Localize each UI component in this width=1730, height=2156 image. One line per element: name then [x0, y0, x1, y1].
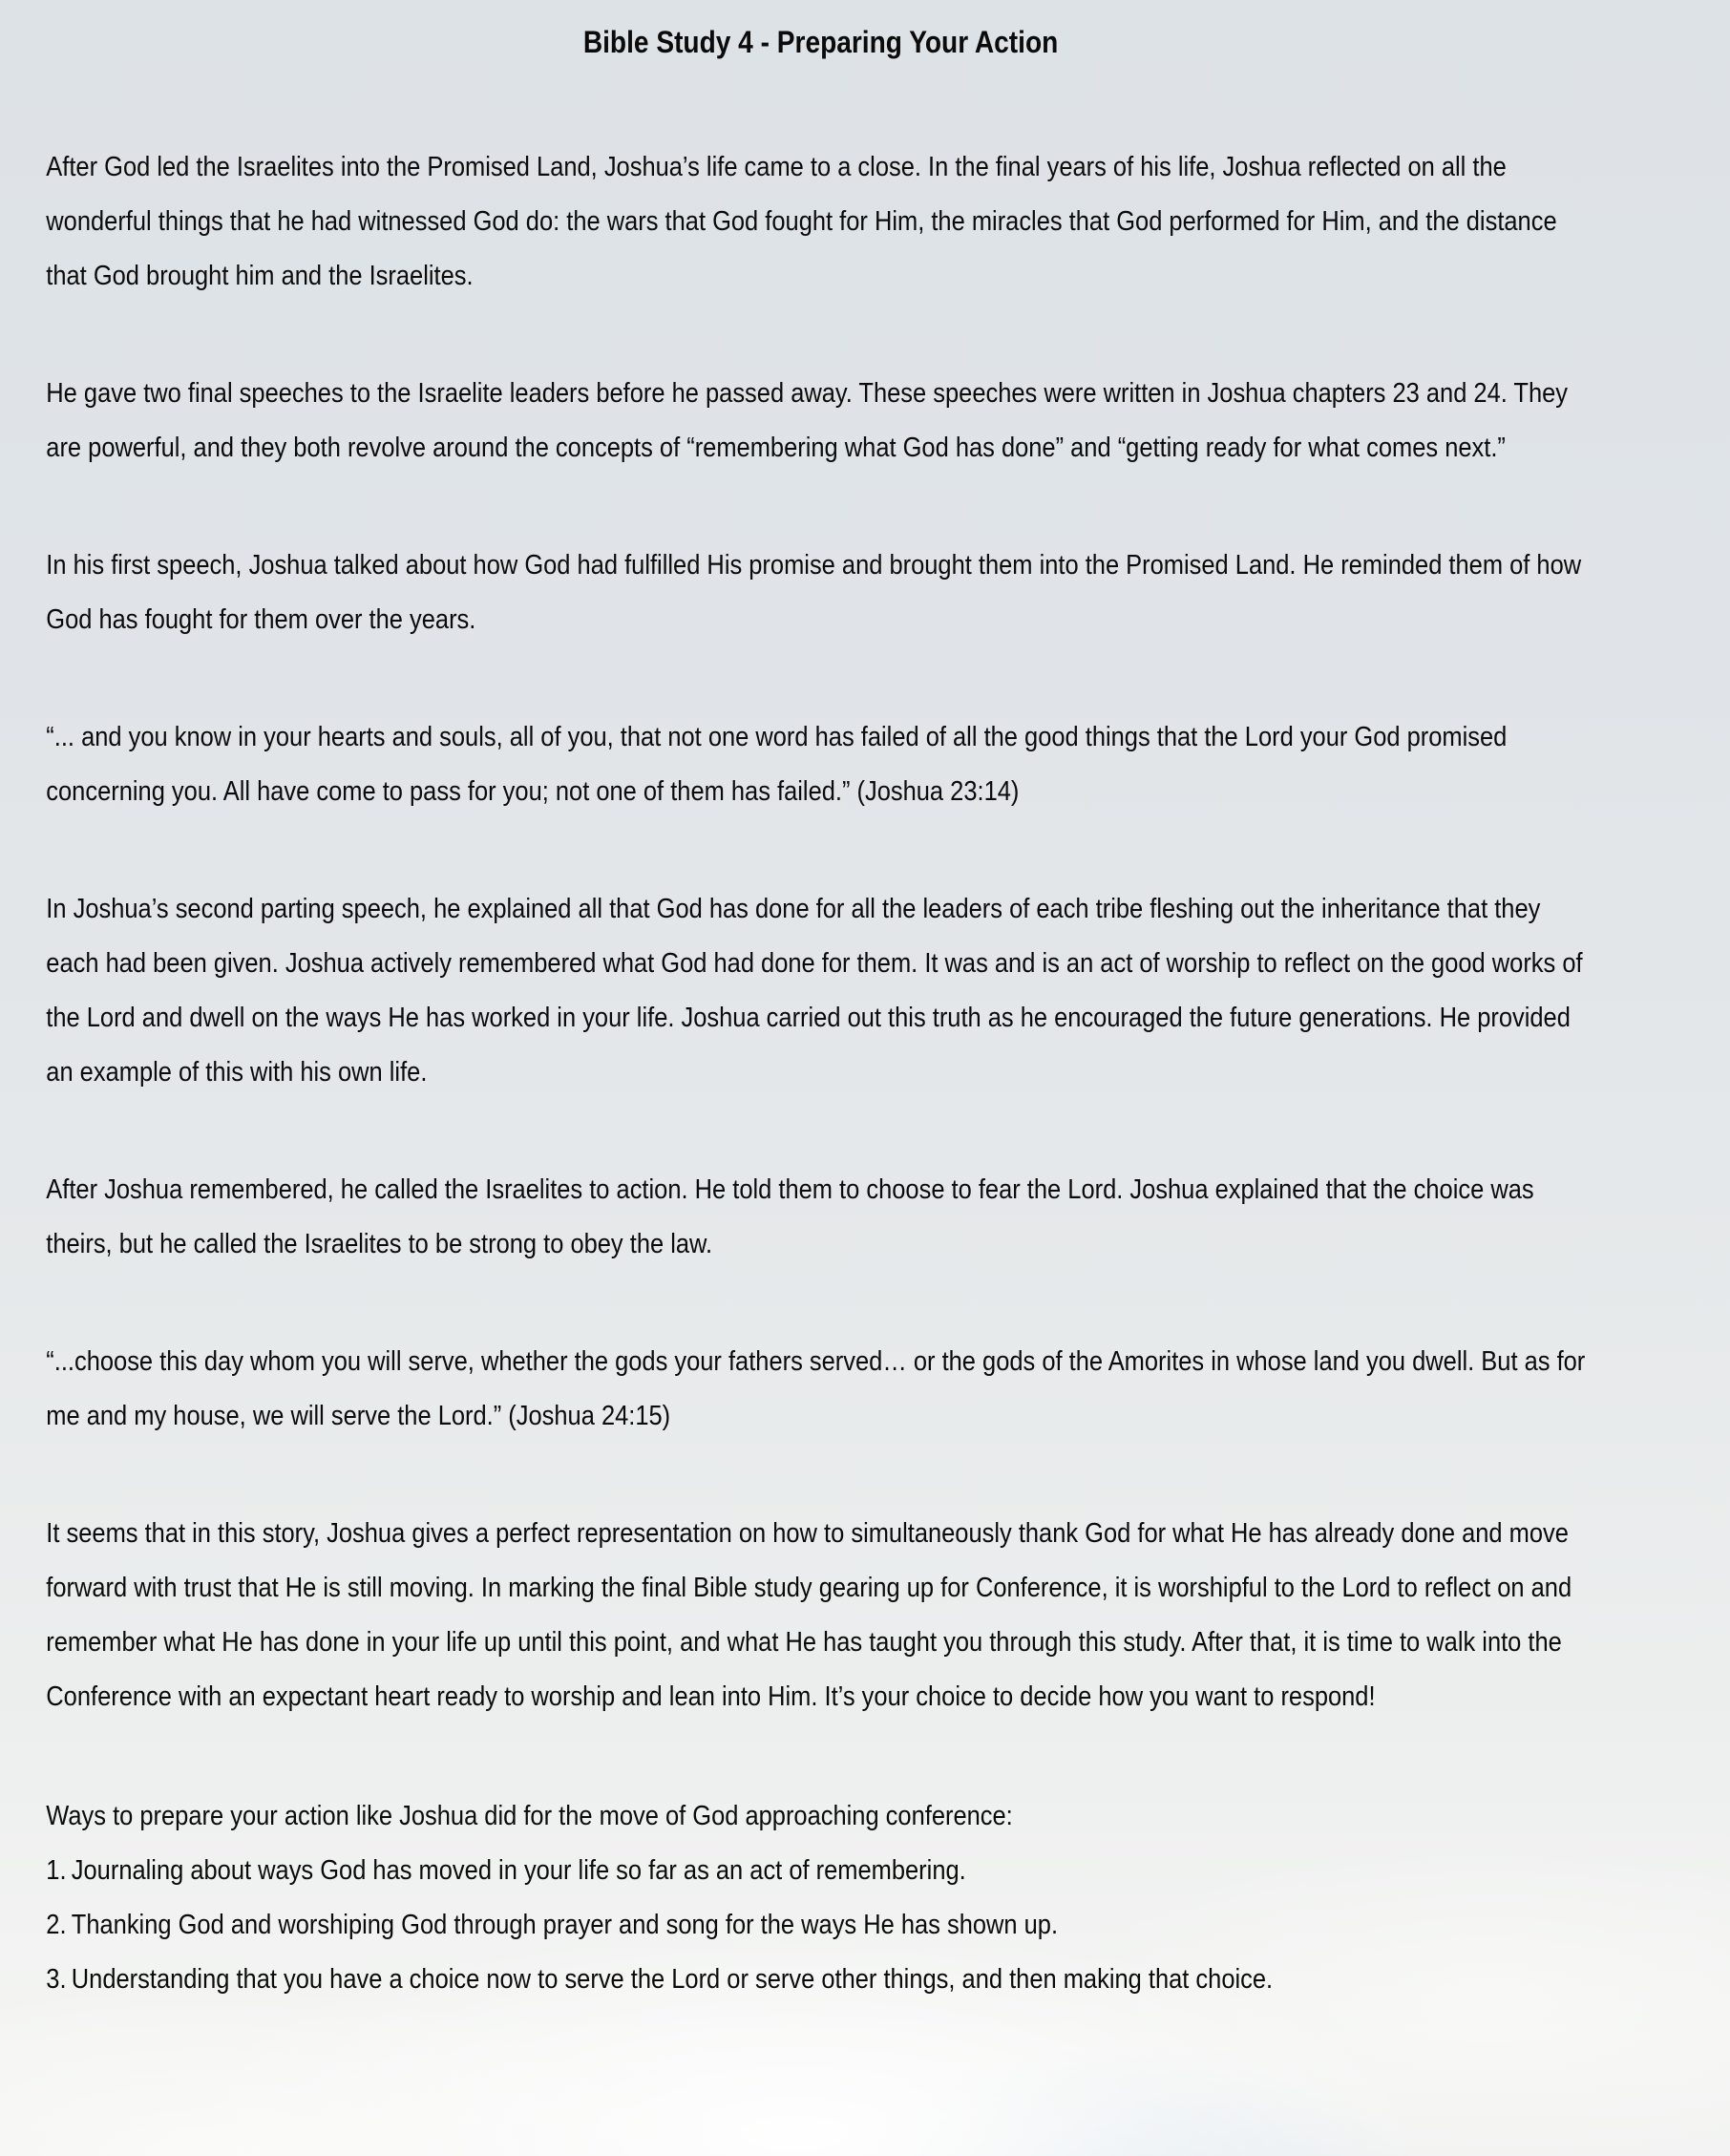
paragraph-second-parting-speech: In Joshua’s second parting speech, he explained all that God has done for all the leaders of each tribe fleshing out the inheritance that they each had been given. Joshua actively remembered what God had done for them. It was and is an act of worship to reflect on the good works of the Lord and dwell on the ways He has worked in your life. Joshua carried out this truth as he encouraged the future generations. He provided an example of this with his own life.	[46, 894, 1583, 1088]
list-item-text-3: Understanding that you have a choice now to serve the Lord or serve other things, and then making that choice.	[71, 1964, 1274, 1995]
ways-to-prepare-section	[46, 1789, 1595, 2007]
list-item-journaling	[46, 1844, 1595, 1898]
document-content	[0, 23, 1638, 2007]
ways-intro-line: Ways to prepare your action like Joshua did for the move of God approaching conference:	[46, 1801, 1013, 1831]
paragraph-conference-application: It seems that in this story, Joshua gives a perfect representation on how to simultaneously thank God for what He has already done and move forward with trust that He is still moving. In marking the final Bible study gearing up for Conference, it is worshipful to the Lord to reflect on and remember what He has done in your life up until this point, and what He has taught you through this study. After that, it is time to walk into the Conference with an expectant heart ready to worship and lean into Him. It’s your choice to decide how you want to respond!	[46, 1518, 1572, 1712]
scripture-quote-joshua-24-15: “...choose this day whom you will serve, whether the gods your fathers served… or the gods of the Amorites in whose land you dwell. But as for me and my house, we will serve the Lord.” (Joshua 24:15)	[46, 1346, 1586, 1431]
paragraph-two-final-speeches: He gave two final speeches to the Israelite leaders before he passed away. These speeches were written in Joshua chapters 23 and 24. They are powerful, and they both revolve around the concepts of “remembering what God has done” and “getting ready for what comes next.”	[46, 378, 1569, 463]
list-item-text-2: Thanking God and worshiping God through prayer and song for the ways He has shown up.	[71, 1910, 1059, 1940]
paragraph-called-to-action: After Joshua remembered, he called the Israelites to action. He told them to choose to fear the Lord. Joshua explained that the choice was theirs, but he called the Israelites to be strong to obey the law.	[46, 1174, 1534, 1259]
paragraph-intro-joshua-reflects: After God led the Israelites into the Promised Land, Joshua’s life came to a close. In the final years of his life, Joshua reflected on all the wonderful things that he had witnessed God do: the wars that God fought for Him, the miracles that God performed for Him, and the distance that God brought him and the Israelites.	[46, 152, 1557, 291]
list-item-text-1: Journaling about ways God has moved in your life so far as an act of remembering.	[71, 1855, 966, 1886]
list-number-2: 2.	[46, 1910, 67, 1940]
list-number-1: 1.	[46, 1855, 67, 1886]
scripture-quote-joshua-23-14: “... and you know in your hearts and souls, all of you, that not one word has failed of all the good things that the Lord your God promised concerning you. All have come to pass for you; not one of them has failed.” (Joshua 23:14)	[46, 722, 1508, 807]
paragraph-first-speech: In his first speech, Joshua talked about how God had fulfilled His promise and brought them into the Promised Land. He reminded them of how God has fought for them over the years.	[46, 550, 1582, 635]
page-title: Bible Study 4 - Preparing Your Action	[582, 25, 1059, 59]
list-item-understanding	[46, 1953, 1595, 2007]
list-item-thanking	[46, 1898, 1595, 1953]
list-number-3: 3.	[46, 1964, 67, 1995]
document-page	[0, 23, 1730, 2007]
